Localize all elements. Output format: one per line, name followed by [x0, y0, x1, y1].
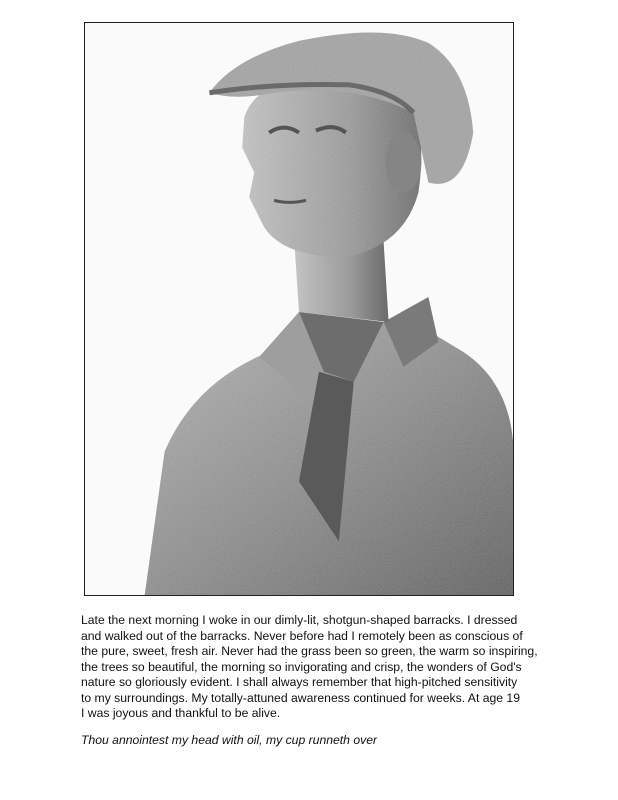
body-paragraph: [81, 613, 551, 722]
body-line: the pure, sweet, fresh air. Never had the grass been so green, the warm so inspiring,: [81, 644, 538, 658]
sculpture-photo: [84, 22, 514, 596]
body-line: nature so gloriously evident. I shall always remember that high-pitched sensitivity: [81, 675, 518, 689]
body-line: the trees so beautiful, the morning so invigorating and crisp, the wonders of God's: [81, 659, 522, 674]
body-line: and walked out of the barracks. Never before had I remotely been as conscious of: [81, 628, 523, 643]
body-line: to my surroundings. My totally-attuned awareness continued for weeks. At age 19: [81, 690, 520, 705]
body-line: I was joyous and thankful to be alive.: [81, 706, 281, 720]
sculpture-illustration: [85, 23, 513, 595]
body-line: Late the next morning I woke in our dimly-lit, shotgun-shaped barracks. I dressed: [81, 613, 518, 627]
scripture-verse: Thou annointest my head with oil, my cup runneth over: [81, 733, 378, 747]
